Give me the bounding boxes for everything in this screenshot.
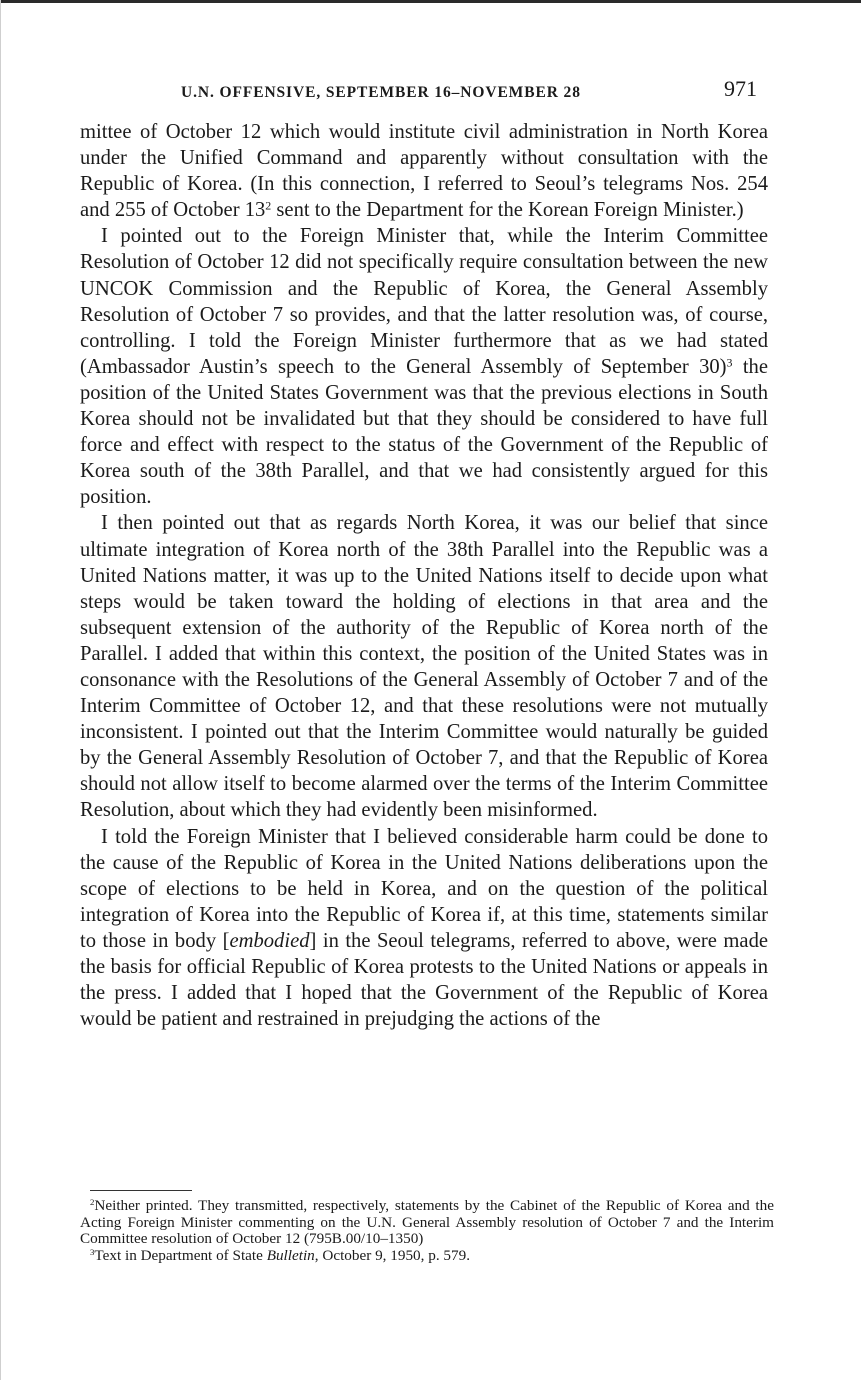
paragraph-2-text-b: the position of the United States Government was that the previous elections in South Korea should not be invalidated but that they should be considered to have full force and effect with respect to the status of the Government of the Republic of Korea south of the 38th Parallel, and that we had consistently argued for this position. [80, 355, 768, 509]
page-left-edge [0, 0, 1, 1380]
page-number: 971 [724, 76, 757, 101]
paragraph-2-text-a: I pointed out to the Foreign Minister that, while the Interim Committee Resolution of October 12 did not specifically require consultation between the new UNCOK Commission and the Republic of Korea, the General Assembly Resolution of October 7 so provides, and that the latter resolution was, of course, controlling. I told the Foreign Minister furthermore that as we had stated (Ambassador Austin’s speech to the General Assembly of September 30) [80, 225, 768, 378]
top-border-rule [0, 0, 861, 3]
footnote-2 [80, 1198, 774, 1248]
paragraph-1-text-b: sent to the Department for the Korean Foreign Minister.) [271, 199, 744, 222]
footnote-2-text: Neither printed. They transmitted, respectively, statements by the Cabinet of the Republic of Korea and the Acting Foreign Minister commenting on the U.N. General Assembly resolution of October 7 and the Interim Committee resolution of October 12 (795B.00/10–1350) [80, 1197, 774, 1248]
paragraph-4 [80, 824, 768, 1033]
paragraph-4-text-b: ] in the Seoul telegrams, referred to above, were made the basis for official Republic of Korea protests to the United Nations or appeals in the press. I added that I hoped that the Government of the Republic of Korea would be patient and restrained in prejudging the actions of the [80, 929, 769, 1031]
footnote-3 [80, 1248, 774, 1265]
footnote-ref-3: 3 [726, 355, 733, 370]
running-head: U.N. OFFENSIVE, SEPTEMBER 16–NOVEMBER 28 [181, 84, 581, 101]
paragraph-1-text-a: mittee of October 12 which would institute civil administration in North Korea under the Unified Command and apparently without consultation with the Republic of Korea. (In this connection, I referred to Seoul’s telegrams Nos. 254 and 255 of October 13 [80, 121, 768, 222]
footnote-3-text-a: Text in Department of State [94, 1246, 267, 1264]
footnote-3-text-b: , October 9, 1950, p. 579. [314, 1246, 471, 1264]
paragraph-1 [80, 119, 768, 223]
paragraph-4-text-a: I told the Foreign Minister that I believed considerable harm could be done to the cause of the Republic of Korea in the United Nations deliberations upon the scope of elections to be held in Korea, and on the question of the political integration of Korea into the Republic of Korea if, at this time, statements similar to those in body [ [80, 825, 768, 952]
footnote-3-marker: 3 [90, 1246, 95, 1257]
footnote-2-marker: 2 [90, 1197, 95, 1208]
editorial-correction: embodied [229, 929, 310, 952]
paragraph-3: I then pointed out that as regards North Korea, it was our belief that since ultimate integration of Korea north of the 38th Parallel into the Republic was a United Nations matter, it was up to the United Nations itself to decide upon what steps would be taken toward the holding of elections in that area and the subsequent extension of the authority of the Republic of Korea north of the Parallel. I added that within this context, the position of the United States was in consonance with the Resolutions of the General Assembly of October 7 and of the Interim Committee of October 12, and that these resolutions were not mutually inconsistent. I pointed out that the Interim Committee would naturally be guided by the General Assembly Resolution of October 7, and that the Republic of Korea should not allow itself to become alarmed over the terms of the Interim Committee Resolution, about which they had evidently been misinformed. [80, 512, 768, 822]
footnote-3-publication: Bulletin [266, 1246, 315, 1264]
body-text [80, 119, 768, 1032]
footnote-divider [90, 1190, 192, 1191]
paragraph-2 [80, 223, 768, 510]
page-header [0, 76, 861, 106]
footnote-ref-2: 2 [265, 198, 272, 213]
footnotes [80, 1198, 774, 1264]
